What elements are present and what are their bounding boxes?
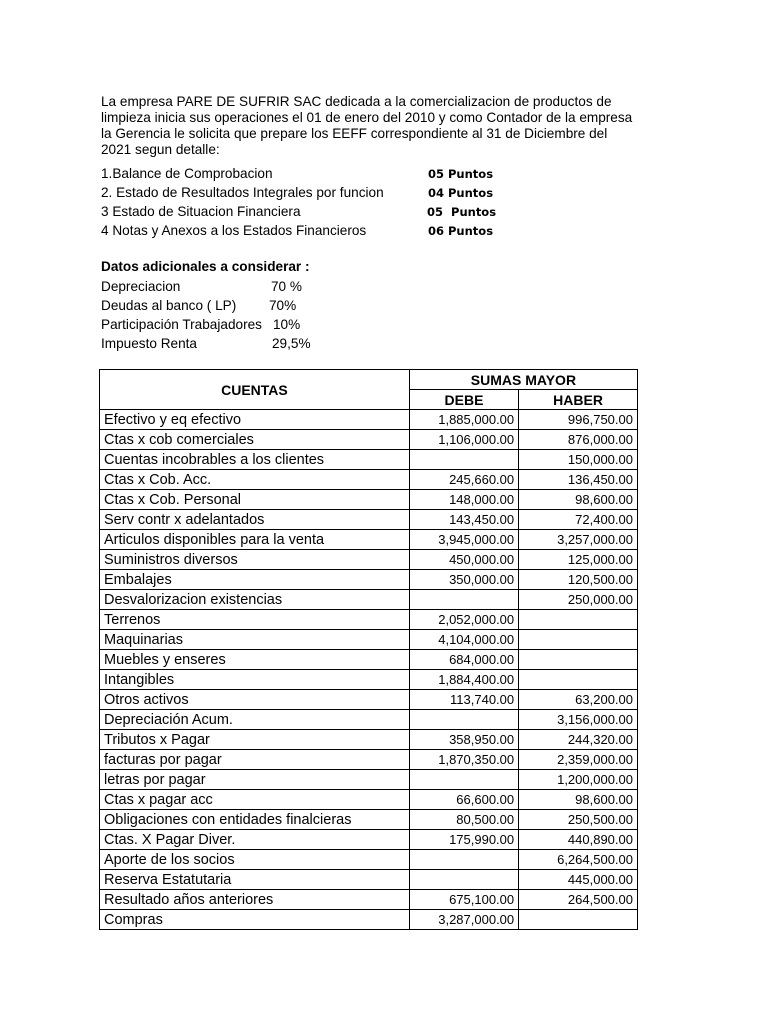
debe-cell: 148,000.00	[409, 490, 518, 510]
haber-cell: 1,200,000.00	[519, 770, 638, 790]
table-row	[100, 890, 638, 910]
account-cell: Articulos disponibles para la venta	[100, 530, 410, 550]
debe-cell: 1,884,400.00	[409, 670, 518, 690]
task-item	[101, 164, 521, 183]
haber-cell: 244,320.00	[519, 730, 638, 750]
account-cell: Muebles y enseres	[100, 650, 410, 670]
haber-cell: 876,000.00	[519, 430, 638, 450]
table-row	[100, 710, 638, 730]
additional-data	[101, 258, 401, 353]
haber-cell: 120,500.00	[519, 570, 638, 590]
additional-label: Deudas al banco ( LP)	[101, 298, 237, 313]
account-cell: Ctas x Cob. Personal	[100, 490, 410, 510]
debe-cell: 450,000.00	[409, 550, 518, 570]
account-cell: Ctas x Cob. Acc.	[100, 470, 410, 490]
account-cell: Depreciación Acum.	[100, 710, 410, 730]
additional-value: 10%	[273, 317, 301, 332]
intro-paragraph: La empresa PARE DE SUFRIR SAC dedicada a la comercializacion de productos de limpieza inicia sus operaciones el 01 de enero del 2010 y como Contador de la empresa la Gerencia le solicita que prepare los EEFF correspondiente al 31 de Diciembre del 2021 segun detalle:	[101, 94, 633, 157]
header-cuentas: CUENTAS	[100, 370, 410, 410]
debe-cell: 2,052,000.00	[409, 610, 518, 630]
debe-cell: 1,870,350.00	[409, 750, 518, 770]
table-row	[100, 510, 638, 530]
ledger-header-row	[100, 370, 638, 390]
debe-cell	[409, 450, 518, 470]
table-row	[100, 730, 638, 750]
task-label: 4 Notas y Anexos a los Estados Financieros	[101, 223, 367, 238]
account-cell: Ctas x pagar acc	[100, 790, 410, 810]
debe-cell: 675,100.00	[409, 890, 518, 910]
debe-cell: 245,660.00	[409, 470, 518, 490]
debe-cell: 80,500.00	[409, 810, 518, 830]
debe-cell	[409, 770, 518, 790]
account-cell: Efectivo y eq efectivo	[100, 410, 410, 430]
account-cell: Resultado años anteriores	[100, 890, 410, 910]
debe-cell	[409, 850, 518, 870]
haber-cell: 125,000.00	[519, 550, 638, 570]
account-cell: Otros activos	[100, 690, 410, 710]
haber-cell: 2,359,000.00	[519, 750, 638, 770]
account-cell: Desvalorizacion existencias	[100, 590, 410, 610]
table-row	[100, 530, 638, 550]
account-cell: Terrenos	[100, 610, 410, 630]
haber-cell: 72,400.00	[519, 510, 638, 530]
debe-cell: 175,990.00	[409, 830, 518, 850]
table-row	[100, 550, 638, 570]
header-sumas-mayor: SUMAS MAYOR	[409, 370, 637, 390]
table-row	[100, 910, 638, 930]
account-cell: Suministros diversos	[100, 550, 410, 570]
table-row	[100, 490, 638, 510]
account-cell: Ctas. X Pagar Diver.	[100, 830, 410, 850]
task-points: 05 Puntos	[428, 167, 494, 181]
debe-cell: 350,000.00	[409, 570, 518, 590]
haber-cell	[519, 610, 638, 630]
table-row	[100, 410, 638, 430]
debe-cell: 1,885,000.00	[409, 410, 518, 430]
account-cell: Intangibles	[100, 670, 410, 690]
additional-value: 70 %	[271, 279, 302, 294]
additional-value: 29,5%	[272, 336, 311, 351]
haber-cell	[519, 670, 638, 690]
debe-cell: 113,740.00	[409, 690, 518, 710]
haber-cell: 136,450.00	[519, 470, 638, 490]
haber-cell	[519, 650, 638, 670]
table-row	[100, 610, 638, 630]
additional-label: Impuesto Renta	[101, 336, 197, 351]
table-row	[100, 570, 638, 590]
account-cell: facturas por pagar	[100, 750, 410, 770]
additional-item	[101, 334, 401, 353]
task-points: 06 Puntos	[428, 224, 494, 238]
account-cell: Cuentas incobrables a los clientes	[100, 450, 410, 470]
haber-cell: 445,000.00	[519, 870, 638, 890]
table-row	[100, 770, 638, 790]
debe-cell	[409, 870, 518, 890]
haber-cell: 98,600.00	[519, 490, 638, 510]
account-cell: Maquinarias	[100, 630, 410, 650]
haber-cell	[519, 910, 638, 930]
account-cell: Embalajes	[100, 570, 410, 590]
ledger-body	[100, 410, 638, 930]
table-row	[100, 850, 638, 870]
debe-cell: 1,106,000.00	[409, 430, 518, 450]
table-row	[100, 590, 638, 610]
additional-label: Participación Trabajadores	[101, 317, 262, 332]
debe-cell: 3,287,000.00	[409, 910, 518, 930]
haber-cell	[519, 630, 638, 650]
additional-label: Depreciacion	[101, 279, 181, 294]
debe-cell: 143,450.00	[409, 510, 518, 530]
task-label: 1.Balance de Comprobacion	[101, 166, 273, 181]
haber-cell: 264,500.00	[519, 890, 638, 910]
table-row	[100, 630, 638, 650]
account-cell: Compras	[100, 910, 410, 930]
table-row	[100, 690, 638, 710]
task-item	[101, 183, 521, 202]
table-row	[100, 470, 638, 490]
account-cell: Ctas x cob comerciales	[100, 430, 410, 450]
task-label: 3 Estado de Situacion Financiera	[101, 204, 301, 219]
table-row	[100, 430, 638, 450]
task-points: 04 Puntos	[428, 186, 494, 200]
debe-cell	[409, 710, 518, 730]
table-row	[100, 750, 638, 770]
header-haber: HABER	[519, 390, 638, 410]
table-row	[100, 450, 638, 470]
task-label: 2. Estado de Resultados Integrales por funcion	[101, 185, 384, 200]
debe-cell: 4,104,000.00	[409, 630, 518, 650]
debe-cell: 3,945,000.00	[409, 530, 518, 550]
account-cell: Obligaciones con entidades finalcieras	[100, 810, 410, 830]
table-row	[100, 670, 638, 690]
task-item	[101, 221, 521, 240]
haber-cell: 996,750.00	[519, 410, 638, 430]
haber-cell: 63,200.00	[519, 690, 638, 710]
table-row	[100, 650, 638, 670]
additional-title: Datos adicionales a considerar :	[101, 259, 310, 274]
additional-value: 70%	[269, 298, 297, 313]
account-cell: letras por pagar	[100, 770, 410, 790]
table-row	[100, 870, 638, 890]
task-points: 05 Puntos	[427, 205, 497, 219]
debe-cell: 358,950.00	[409, 730, 518, 750]
debe-cell	[409, 590, 518, 610]
task-item	[101, 202, 521, 221]
ledger-table	[99, 369, 638, 930]
debe-cell: 684,000.00	[409, 650, 518, 670]
table-row	[100, 790, 638, 810]
debe-cell: 66,600.00	[409, 790, 518, 810]
account-cell: Reserva Estatutaria	[100, 870, 410, 890]
table-row	[100, 810, 638, 830]
additional-item	[101, 315, 401, 334]
header-debe: DEBE	[409, 390, 518, 410]
haber-cell: 6,264,500.00	[519, 850, 638, 870]
haber-cell: 3,156,000.00	[519, 710, 638, 730]
haber-cell: 250,000.00	[519, 590, 638, 610]
additional-item	[101, 277, 401, 296]
account-cell: Tributos x Pagar	[100, 730, 410, 750]
haber-cell: 440,890.00	[519, 830, 638, 850]
haber-cell: 3,257,000.00	[519, 530, 638, 550]
haber-cell: 250,500.00	[519, 810, 638, 830]
haber-cell: 98,600.00	[519, 790, 638, 810]
additional-item	[101, 296, 401, 315]
table-row	[100, 830, 638, 850]
account-cell: Aporte de los socios	[100, 850, 410, 870]
task-list	[101, 164, 521, 240]
account-cell: Serv contr x adelantados	[100, 510, 410, 530]
haber-cell: 150,000.00	[519, 450, 638, 470]
